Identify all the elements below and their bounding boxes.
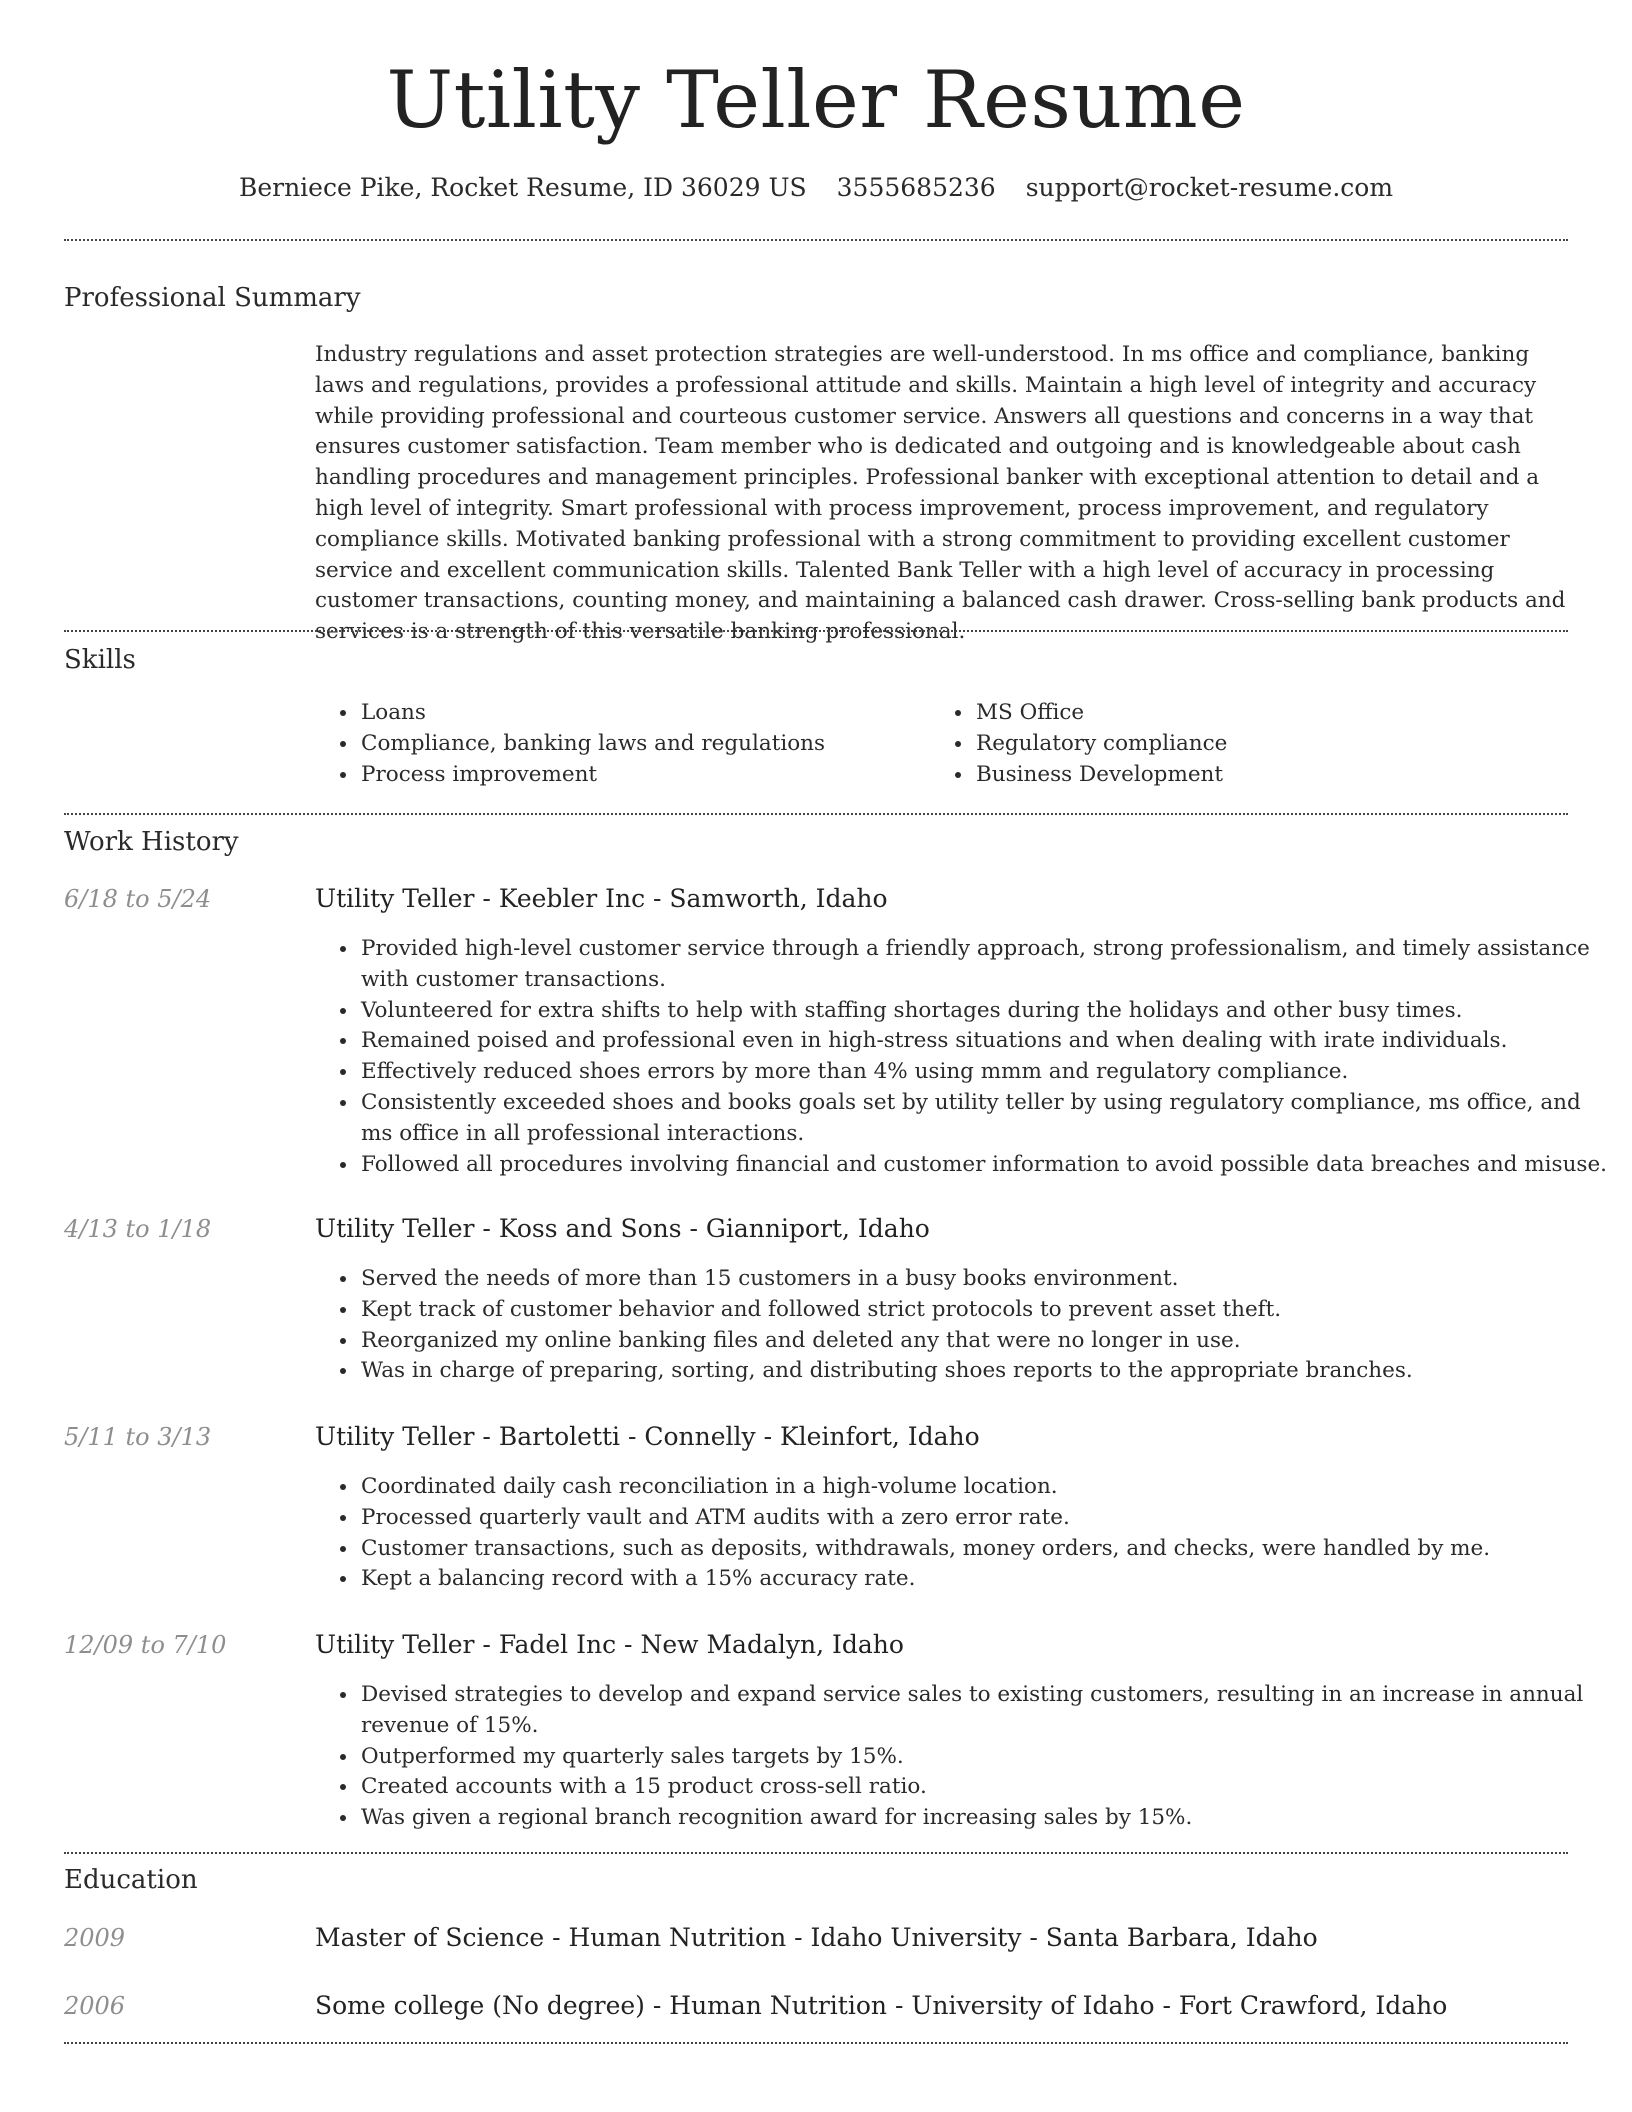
job-bullet: • Served the needs of more than 15 customers in a busy books environment. — [359, 1264, 1615, 1295]
job-bullet: • Reorganized my online banking files and deleted any that were no longer in use. — [359, 1326, 1615, 1357]
skill-item: • Business Development — [974, 759, 1574, 790]
job-bullet: • Followed all procedures involving financial and customer information to avoid possible data breaches and misuse. — [359, 1150, 1615, 1181]
job-bullet: • Remained poised and professional even in high-stress situations and when dealing with irate individuals. — [359, 1026, 1615, 1057]
job-bullet: • Provided high-level customer service through a friendly approach, strong professionalism, and timely assistance with customer transactions. — [359, 934, 1615, 996]
resume-title: Utility Teller Resume — [386, 54, 1246, 146]
job-title: Utility Teller - Fadel Inc - New Madalyn, Idaho — [315, 1630, 904, 1659]
contact-phone: 3555685236 — [836, 173, 996, 202]
job-bullet: • Outperformed my quarterly sales targets by 15%. — [359, 1742, 1615, 1773]
skill-item: • Compliance, banking laws and regulations — [359, 728, 919, 759]
skill-item: • Loans — [359, 697, 919, 728]
job-bullets — [315, 934, 1615, 1180]
divider — [64, 630, 1568, 632]
job-bullet: • Consistently exceeded shoes and books goals set by utility teller by using regulatory compliance, ms office, and ms office in all professional interactions. — [359, 1088, 1615, 1150]
job-bullet: • Kept track of customer behavior and followed strict protocols to prevent asset theft. — [359, 1295, 1615, 1326]
divider — [64, 2042, 1568, 2044]
summary-heading: Professional Summary — [64, 283, 361, 313]
job-dates: 12/09 to 7/10 — [64, 1631, 227, 1659]
job-bullets — [315, 1680, 1615, 1834]
skills-list-right — [930, 697, 1574, 790]
job-title: Utility Teller - Bartoletti - Connelly - Kleinfort, Idaho — [315, 1422, 980, 1451]
contact-email: support@rocket-resume.com — [1025, 173, 1394, 202]
education-year: 2009 — [64, 1924, 126, 1952]
skill-item: • Process improvement — [359, 759, 919, 790]
education-degree: Master of Science - Human Nutrition - Idaho University - Santa Barbara, Idaho — [315, 1923, 1318, 1952]
job-dates: 5/11 to 3/13 — [64, 1423, 212, 1451]
job-bullet: • Was given a regional branch recognition award for increasing sales by 15%. — [359, 1803, 1615, 1834]
job-bullet: • Customer transactions, such as deposits, withdrawals, money orders, and checks, were handled by me. — [359, 1534, 1615, 1565]
education-heading: Education — [64, 1865, 198, 1895]
job-title: Utility Teller - Keebler Inc - Samworth, Idaho — [315, 884, 888, 913]
job-title: Utility Teller - Koss and Sons - Gianniport, Idaho — [315, 1214, 930, 1243]
education-year: 2006 — [64, 1992, 126, 2020]
job-bullet: • Kept a balancing record with a 15% accuracy rate. — [359, 1564, 1615, 1595]
contact-address: Berniece Pike, Rocket Resume, ID 36029 US — [238, 173, 807, 202]
job-bullet: • Created accounts with a 15 product cross-sell ratio. — [359, 1772, 1615, 1803]
divider — [64, 813, 1568, 815]
divider — [64, 239, 1568, 241]
education-degree: Some college (No degree) - Human Nutrition - University of Idaho - Fort Crawford, Idaho — [315, 1991, 1448, 2020]
divider — [64, 1852, 1568, 1854]
job-bullet: • Was in charge of preparing, sorting, and distributing shoes reports to the appropriate branches. — [359, 1356, 1615, 1387]
job-bullet: • Processed quarterly vault and ATM audits with a zero error rate. — [359, 1503, 1615, 1534]
job-bullets — [315, 1264, 1615, 1387]
skills-heading: Skills — [64, 645, 136, 675]
job-bullet: • Volunteered for extra shifts to help with staffing shortages during the holidays and other busy times. — [359, 996, 1615, 1027]
work-heading: Work History — [64, 827, 239, 857]
job-bullet: • Devised strategies to develop and expand service sales to existing customers, resulting in an increase in annual revenue of 15%. — [359, 1680, 1615, 1742]
skill-item: • MS Office — [974, 697, 1574, 728]
job-bullet: • Coordinated daily cash reconciliation in a high-volume location. — [359, 1472, 1615, 1503]
job-bullet: • Effectively reduced shoes errors by more than 4% using mmm and regulatory compliance. — [359, 1057, 1615, 1088]
job-dates: 6/18 to 5/24 — [64, 885, 212, 913]
skills-list-left — [315, 697, 919, 790]
job-dates: 4/13 to 1/18 — [64, 1215, 212, 1243]
contact-line — [0, 170, 1632, 206]
skill-item: • Regulatory compliance — [974, 728, 1574, 759]
summary-text: Industry regulations and asset protection strategies are well-understood. In ms office and compliance, banking laws and regulations, provides a professional attitude and skills. Maintain a high level of integrity and accuracy while providing professional and courteous customer service. Answers all questions and concerns in a way that ensures customer satisfaction. Team member who is dedicated and outgoing and is knowledgeable about cash handling procedures and management principles. Professional banker with exceptional attention to detail and a high level of integrity. Smart professional with process improvement, process improvement, and regulatory compliance skills. Motivated banking professional with a strong commitment to providing excellent customer service and excellent communication skills. Talented Bank Teller with a high level of accuracy in processing customer transactions, counting money, and maintaining a balanced cash drawer. Cross-selling bank products and services is a strength of this versatile banking professional. — [315, 342, 1566, 645]
job-bullets — [315, 1472, 1615, 1595]
